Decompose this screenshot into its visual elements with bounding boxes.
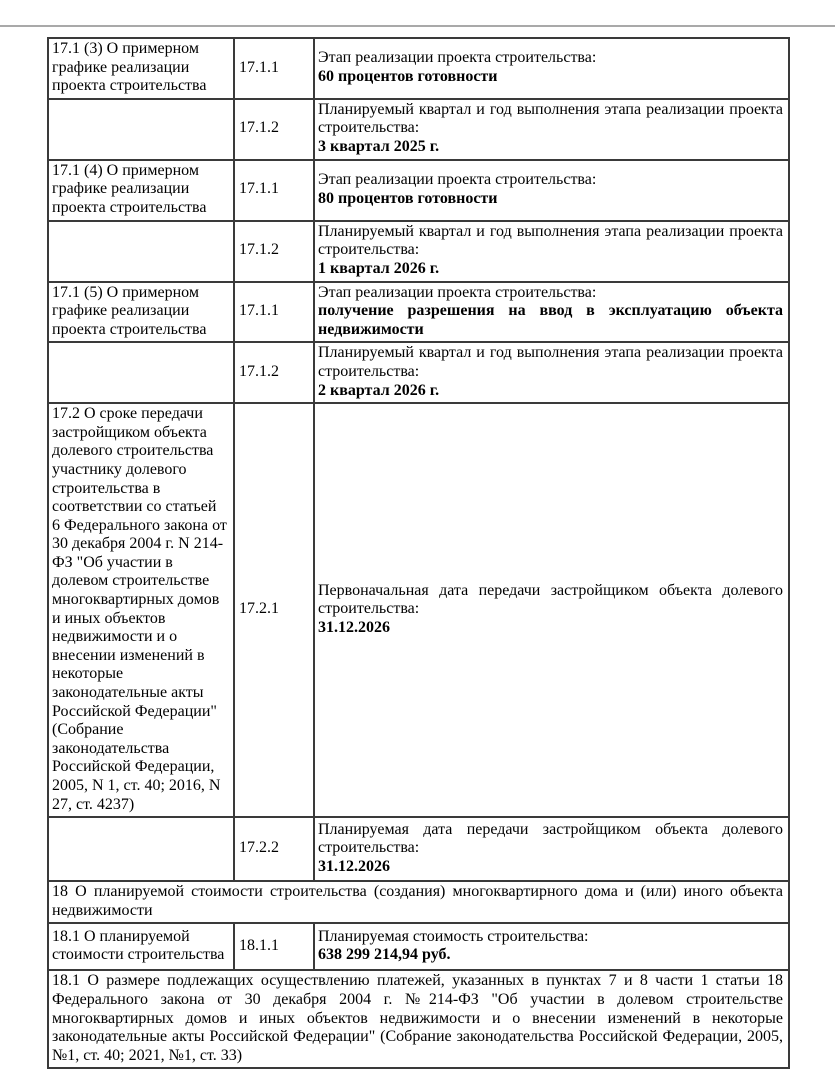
question-text: Планируемый квартал и год выполнения этапа реализации проекта строительства: xyxy=(318,222,783,259)
question-text: Первоначальная дата передачи застройщиком объекта долевого строительства: xyxy=(318,581,783,618)
table-row xyxy=(48,342,789,403)
question-text: Этап реализации проекта строительства: xyxy=(318,171,597,189)
code-cell: 17.1.1 xyxy=(234,282,314,343)
value-cell xyxy=(314,221,789,282)
section-cell xyxy=(48,221,234,282)
question-text: Этап реализации проекта строительства: xyxy=(318,49,597,67)
section-cell xyxy=(48,99,234,160)
table-row xyxy=(48,923,789,970)
answer-text: 80 процентов готовности xyxy=(318,189,498,207)
section-cell xyxy=(48,817,234,881)
answer-text: 31.12.2026 xyxy=(318,618,390,636)
value-cell xyxy=(314,160,789,221)
table-row xyxy=(48,881,789,923)
question-text: Планируемая дата передачи застройщиком объекта долевого строительства: xyxy=(318,820,783,857)
question-text: Планируемая стоимость строительства: xyxy=(318,927,589,945)
code-cell: 17.1.1 xyxy=(234,38,314,99)
value-cell xyxy=(314,342,789,403)
code-cell: 17.1.1 xyxy=(234,160,314,221)
code-cell: 17.1.2 xyxy=(234,221,314,282)
answer-text: получение разрешения на ввод в эксплуатацию объекта недвижимости xyxy=(318,302,783,338)
question-text: Этап реализации проекта строительства: xyxy=(318,283,597,301)
code-cell: 17.2.2 xyxy=(234,817,314,881)
table-row xyxy=(48,282,789,343)
table-row xyxy=(48,817,789,881)
value-cell xyxy=(314,923,789,970)
section-cell: 17.2 О сроке передачи застройщиком объекта долевого строительства участнику долевого строительства в соответствии со статьей 6 Федерального закона от 30 декабря 2004 г. N 214-ФЗ "Об участии в долевом строительстве многоквартирных домов и иных объектов недвижимости и о внесении изменений в некоторые законодательные акты Российской Федерации" (Собрание законодательства Российской Федерации, 2005, N 1, ст. 40; 2016, N 27, ст. 4237) xyxy=(48,403,234,817)
value-cell xyxy=(314,282,789,343)
code-cell: 17.2.1 xyxy=(234,403,314,817)
section-heading-cell: 18 О планируемой стоимости строительства (создания) многоквартирного дома и (или) иного объекта недвижимости xyxy=(48,881,789,923)
section-cell: 17.1 (5) О примерном графике реализации проекта строительства xyxy=(48,282,234,343)
declaration-table-body xyxy=(48,38,789,1068)
table-row xyxy=(48,38,789,99)
answer-text: 638 299 214,94 руб. xyxy=(318,946,451,964)
code-cell: 18.1.1 xyxy=(234,923,314,970)
value-cell xyxy=(314,99,789,160)
value-cell xyxy=(314,403,789,817)
section-heading-cell: 18.1 О размере подлежащих осуществлению платежей, указанных в пунктах 7 и 8 части 1 статьи 18 Федерального закона от 30 декабря 2004 г. №214-ФЗ "Об участии в долевом строительстве многоквартирных домов и иных объектов недвижимости и о внесении изменений в некоторые законодательные акты Российской Федерации" (Собрание законодательства Российской Федерации, 2005, №1, ст. 40; 2021, №1, ст. 33) xyxy=(48,970,789,1068)
answer-text: 31.12.2026 xyxy=(318,857,390,875)
table-row xyxy=(48,403,789,817)
section-cell: 17.1 (3) О примерном графике реализации проекта строительства xyxy=(48,38,234,99)
table-row xyxy=(48,221,789,282)
section-cell xyxy=(48,342,234,403)
previous-page-rule xyxy=(0,25,835,27)
section-cell: 18.1 О планируемой стоимости строительства xyxy=(48,923,234,970)
answer-text: 3 квартал 2025 г. xyxy=(318,138,440,156)
code-cell: 17.1.2 xyxy=(234,342,314,403)
value-cell xyxy=(314,817,789,881)
table-row xyxy=(48,160,789,221)
question-text: Планируемый квартал и год выполнения этапа реализации проекта строительства: xyxy=(318,100,783,137)
declaration-table xyxy=(47,37,790,1069)
table-row xyxy=(48,99,789,160)
question-text: Планируемый квартал и год выполнения этапа реализации проекта строительства: xyxy=(318,344,783,380)
table-row xyxy=(48,970,789,1068)
section-cell: 17.1 (4) О примерном графике реализации проекта строительства xyxy=(48,160,234,221)
code-cell: 17.1.2 xyxy=(234,99,314,160)
answer-text: 1 квартал 2026 г. xyxy=(318,259,440,277)
answer-text: 2 квартал 2026 г. xyxy=(318,381,440,399)
answer-text: 60 процентов готовности xyxy=(318,67,498,85)
value-cell xyxy=(314,38,789,99)
